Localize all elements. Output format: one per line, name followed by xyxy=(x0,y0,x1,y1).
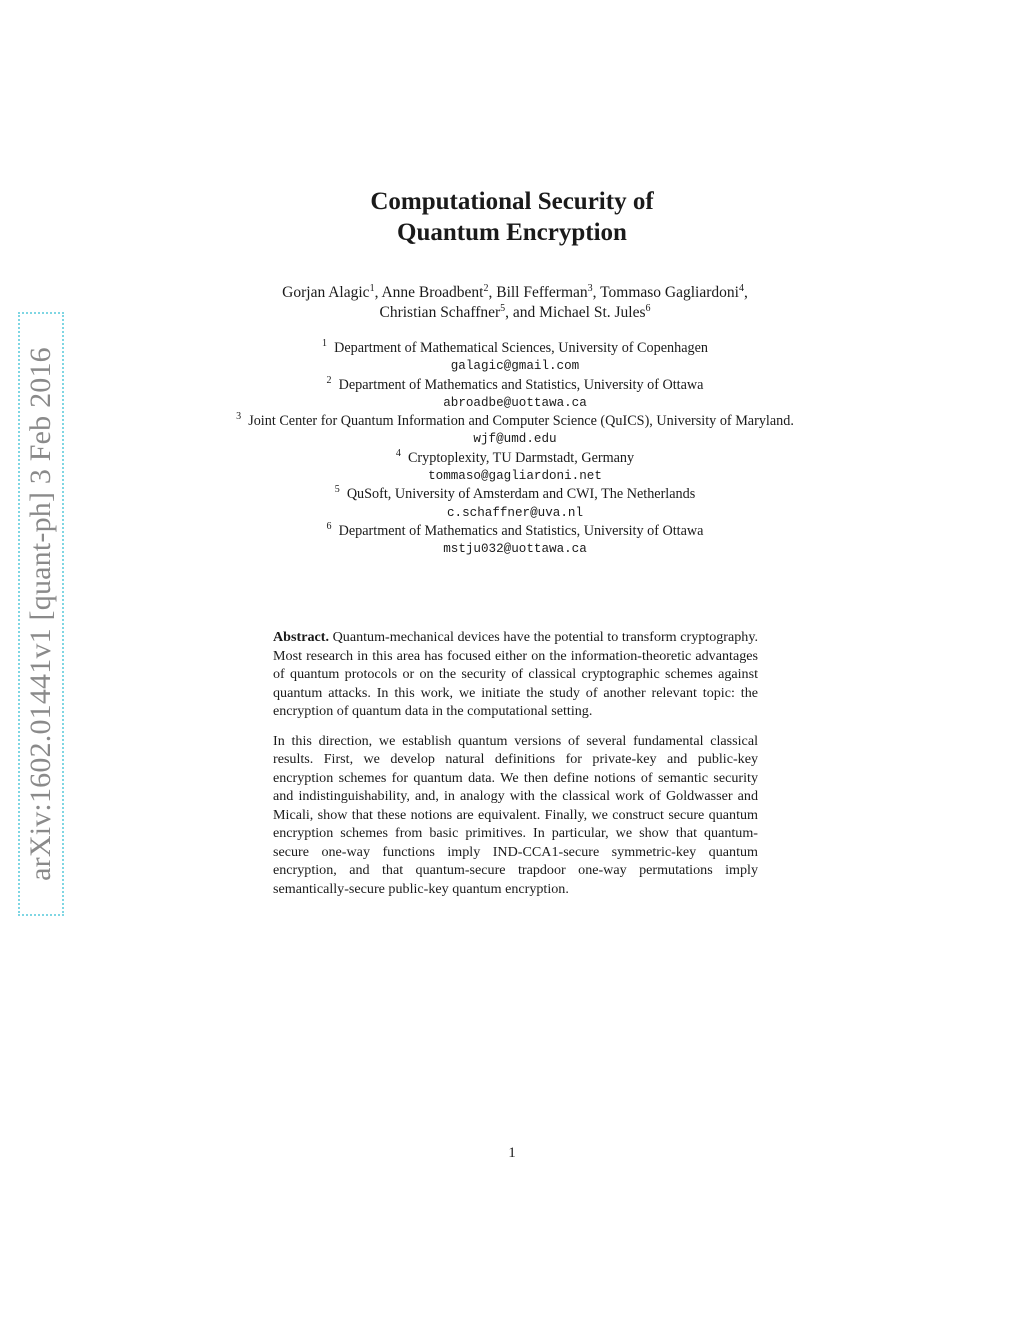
author: Bill Fefferman$^3$, xyxy=(496,283,601,301)
affiliation: $^2$ Department of Mathematics and Statistics, University of Ottawa abroadbe@uottawa.ca xyxy=(215,376,815,413)
email-address: abroadbe@uottawa.ca xyxy=(443,395,587,410)
author: Tommaso Gagliardoni$^4$, xyxy=(600,283,748,301)
author: Gorjan Alagic$^1$, xyxy=(282,283,382,301)
abstract-paragraph-2: In this direction, we establish quantum versions of several fundamental classical results. First, we develop natural definitions for private-key and public-key encryption schemes for quantum data. We then define notions of semantic security and indistinguishability, and, in analogy with the classical work of Goldwasser and Micali, show that these notions are equivalent. Finally, we construct secure quantum encryption schemes from basic primitives. In particular, we show that quantum-secure one-way functions imply IND-CCA1-secure symmetric-key quantum encryption, and that quantum-secure trapdoor one-way permutations imply semantically-secure public-key quantum encryption. xyxy=(273,732,758,897)
email-address: galagic@gmail.com xyxy=(450,359,580,374)
author: Christian Schaffner$^5$, and xyxy=(379,303,540,321)
email-address: tommaso@gagliardoni.net xyxy=(428,469,602,484)
affiliation-list xyxy=(215,339,815,559)
email-address: wjf@umd.edu xyxy=(473,432,557,447)
author: Michael St. Jules$^6$ xyxy=(539,303,651,321)
author: Anne Broadbent$^2$, xyxy=(381,283,497,301)
paper-title xyxy=(0,186,1024,248)
affiliation: $^3$ Joint Center for Quantum Information and Computer Science (QuICS), University of Maryland. wjf@umd.edu xyxy=(215,412,815,449)
arxiv-stamp xyxy=(18,312,64,916)
email-address: c.schaffner@uva.nl xyxy=(446,505,584,520)
title-line-1: Computational Security of xyxy=(370,188,654,215)
title-line-2: Quantum Encryption xyxy=(397,219,627,246)
author-list xyxy=(200,283,830,323)
affiliation: $^6$ Department of Mathematics and Statistics, University of Ottawa mstju032@uottawa.ca xyxy=(215,522,815,559)
affiliation: $^1$ Department of Mathematical Sciences, University of Copenhagen galagic@gmail.com xyxy=(215,339,815,376)
affiliation: $^5$ QuSoft, University of Amsterdam and CWI, The Netherlands c.schaffner@uva.nl xyxy=(215,485,815,522)
affiliation: $^4$ Cryptoplexity, TU Darmstadt, Germany tommaso@gagliardoni.net xyxy=(215,449,815,486)
arxiv-stamp-text: arXiv:1602.01441v1 [quant-ph] 3 Feb 2016 xyxy=(24,347,57,881)
abstract-label: Abstract. xyxy=(273,629,329,645)
page-number: 1 xyxy=(508,1145,516,1161)
abstract xyxy=(273,628,758,898)
email-address: mstju032@uottawa.ca xyxy=(443,542,587,557)
abstract-paragraph-1: Abstract. Quantum-mechanical devices have the potential to transform cryptography. Most research in this area has focused either on the information-theoretic advantages of quantum protocols or on the security of classical cryptographic schemes against quantum attacks. In this work, we initiate the study of another relevant topic: the encryption of quantum data in the computational setting. xyxy=(273,629,758,719)
